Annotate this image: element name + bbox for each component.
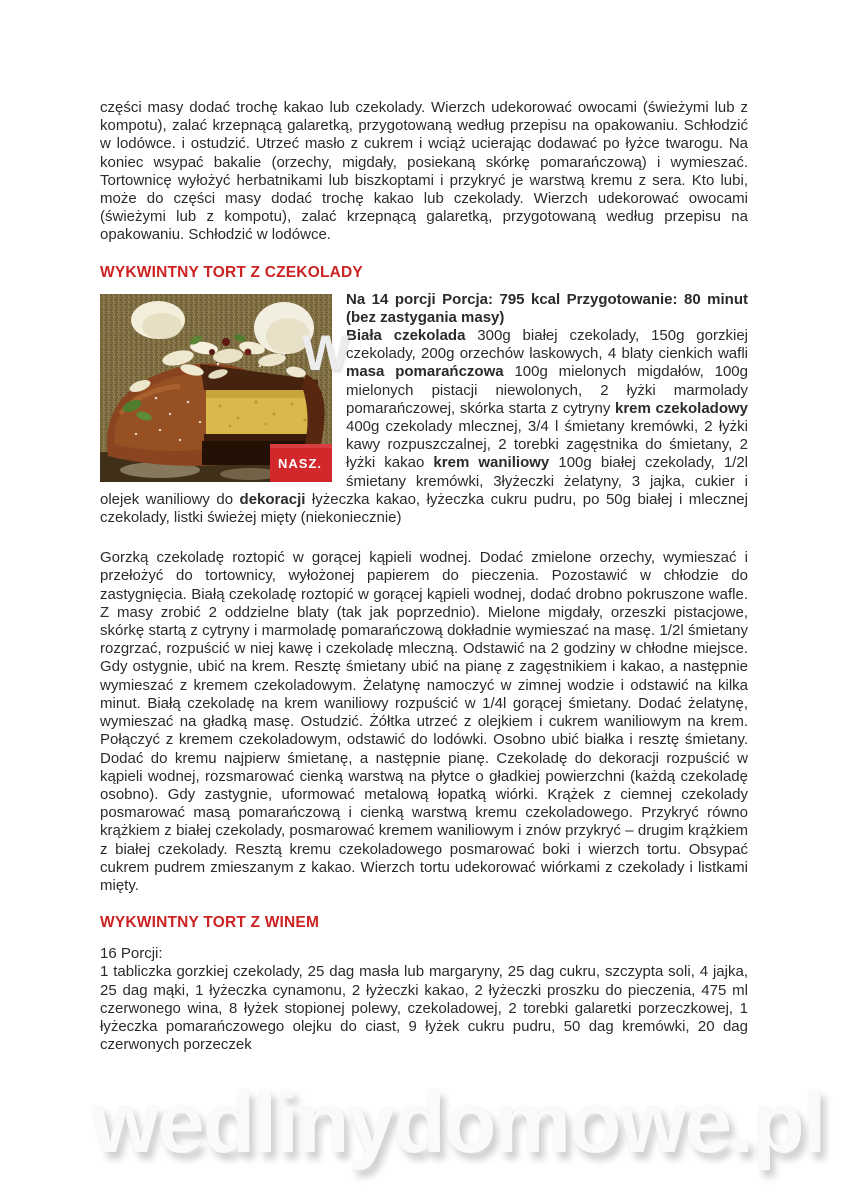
recipe-wine-title: WYKWINTNY TORT Z WINEM (100, 914, 320, 932)
site-watermark: wedlinydomowe.pl (92, 1075, 825, 1171)
magazine-badge (270, 444, 332, 482)
intro-paragraph: części masy dodać trochę kakao lub czekolady. Wierzch udekorować owocami (świeżymi lub z kompotu), zalać krzepnącą galaretką, przygotowaną według przepisu na opakowaniu. Schłodzić w lodówce. i ostudzić. Utrzeć masło z cukrem i wciąż ucierając dodawać po łyżce twarogu. Na koniec wsypać bakalie (orzechy, migdały, posiekaną skórkę pomarańczową) i wymieszać. Tortownicę wyłożyć herbatnikami lub biszkoptami i przykryć je warstwą kremu z sera. Kto lubi, może do części masy dodać trochę kakao lub czekolady. Wierzch udekorować owocami (świeżymi lub z kompotu), zalać krzepnącą galaretką, przygotowaną według przepisu na opakowaniu. Schłodzić w lodówce. (100, 99, 748, 244)
cake-photo (100, 294, 350, 482)
recipe-chocolate-ingredients: Na 14 porcji Porcja: 795 kcal Przygotowanie: 80 minut (bez zastygania masy) Biała czekolada 300g białej czekolady, 150g gorzkiej czekolady, 200g orzechów laskowych, 4 blaty cienkich wafli masa pomarańczowa 100g mielonych migdałów, 100g mielonych pistacji niewolonych, 2 łyżki marmolady pomarańczowej, skórka starta z cytryny krem czekoladowy 400g czekolady mlecznej, 3/4 l śmietany kremówki, 2 łyżki kawy rozpuszczalnej, 2 torebki zagęstnika do śmietany, 2 łyżki kakao krem waniliowy 100g białej czekolady, 1/2l śmietany kremówki, 3łyżeczki żelatyny, 3 jajka, cukier i olejek waniliowy do dekoracji łyżeczka kakao, łyżeczka cukru pudru, po 50g białej i mlecznej czekolady, listki świeżej mięty (niekoniecznie) (100, 290, 749, 527)
recipe-chocolate-title: WYKWINTNY TORT Z CZEKOLADY (100, 263, 363, 281)
photo-watermark-letter: W (302, 324, 350, 381)
recipe-chocolate-method: Gorzką czekoladę roztopić w gorącej kąpieli wodnej. Dodać zmielone orzechy, wymieszać i przełożyć do tortownicy, wyłożonej papierem do pieczenia. Pozostawić w chłodzie do zastygnięcia. Białą czekoladę roztopić w gorącej kąpieli wodnej, dodać drobno pokruszone wafle. Z masy zrobić 2 oddzielne blaty (tak jak poprzednio). Mielone migdały, orzeszki pistacjowe, skórkę startą z cytryny i marmoladę pomarańczową dokładnie wymieszać na masę. 1/2l śmietany rozgrzać, rozpuścić w niej kawę i czekoladę mleczną. Odstawić na 2 godziny w chłodne miejsce. Gdy ostygnie, ubić na krem. Resztę śmietany ubić na pianę z zagęstnikiem i kakao, a następnie wymieszać z kremem czekoladowym. Żelatynę namoczyć w zimnej wodzie i odstawić na kilka minut. Białą czekoladę na krem waniliowy rozpuścić w 1/4l gorącej śmietany. Dodać żelatynę, wymieszać na gładką masę. Ostudzić. Żółtka utrzeć z olejkiem i cukrem waniliowym na krem. Połączyć z kremem czekoladowym, odstawić do lodówki. Osobno ubić białka i resztę śmietany. Dodać do kremu najpierw śmietanę, a następnie pianę. Czekoladę do dekoracji rozpuścić w kąpieli wodnej, rozsmarować cienką warstwą na płytce o gładkiej powierzchni (każdą czekoladę osobno). Gdy zastygnie, uformować metalową łopatką wiórki. Krążek z ciemnej czekolady posmarować masą pomarańczową i cienką warstwą kremu czekoladowego. Przykryć równo krążkiem z białej czekolady, posmarować kremem waniliowym i znów przykryć – drugim krążkiem z białej czekolady. Resztą kremu czekoladowego posmarować boki i wierzch tortu. Obsypać cukrem pudrem zmieszanym z kakao. Wierzch tortu udekorować wiórkami z czekolady i listkami mięty. (100, 549, 748, 894)
magazine-badge-label: NASZ. (278, 455, 322, 471)
recipe-wine-ingredient-list: 1 tabliczka gorzkiej czekolady, 25 dag masła lub margaryny, 25 dag cukru, szczypta soli, 4 jajka, 25 dag mąki, 1 łyżeczka cynamonu, 2 łyżeczki kakao, 2 łyżeczki proszku do pieczenia, 475 ml czerwonego wina, 8 łyżek stopionej polewy, czekoladowej, 2 torebki galaretki porzeczkowej, 1 łyżeczka pomarańczowego olejku do ciast, 9 łyżek cukru pudru, 50 dag kremówki, 20 dag czerwonych porzeczek (100, 963, 748, 1054)
recipe-wine-ingredients (100, 945, 748, 1054)
recipe-wine-servings: 16 Porcji: (100, 945, 163, 963)
text-column (100, 0, 748, 1054)
cake-photo-illustration (100, 294, 332, 482)
recipe-chocolate-body (100, 291, 748, 528)
